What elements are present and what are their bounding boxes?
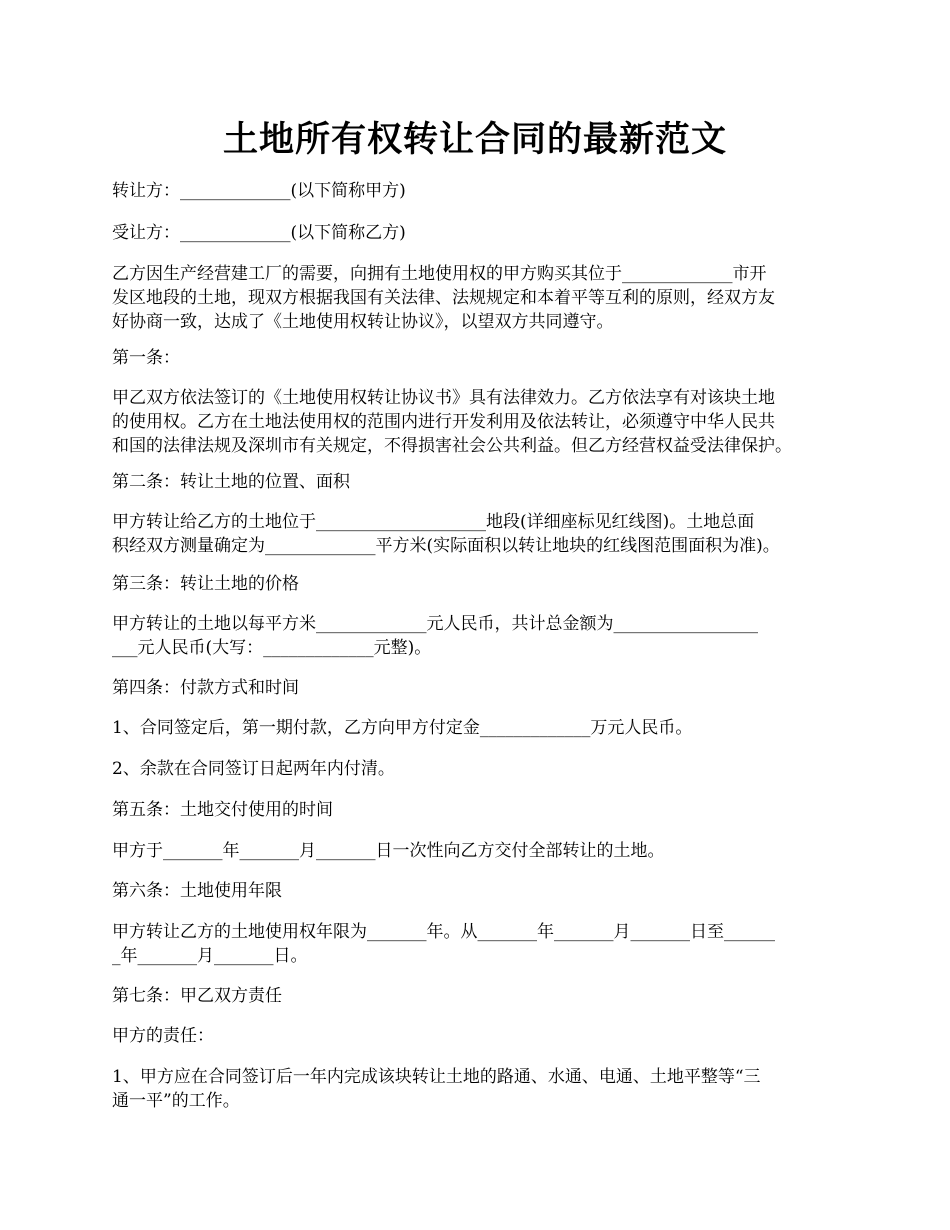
article-1-body: 甲乙双方依法签订的《土地使用权转让协议书》具有法律效力。乙方依法享有对该块土地 的使用权。乙方在土地法使用权的范围内进行开发利用及依法转让，必须遵守中华人民共 和国的法律法规及深圳市有关规定，不得损害社会公共利益。但乙方经营权益受法律保护。 <box>112 388 792 456</box>
article-1-heading: 第一条： <box>112 348 180 368</box>
transferee-line: 受让方：_____________(以下简称乙方) <box>112 223 406 243</box>
article-3-heading: 第三条：转让土地的价格 <box>112 574 299 594</box>
article-2-heading: 第二条：转让土地的位置、面积 <box>112 472 350 492</box>
article-5-heading: 第五条：土地交付使用的时间 <box>112 800 333 820</box>
article-3-body: 甲方转让的土地以每平方米_____________元人民币，共计总金额为_________________ ___元人民币(大写：_____________元整)。 <box>112 614 758 658</box>
party-a-duties-heading: 甲方的责任： <box>112 1026 214 1046</box>
article-2-body: 甲方转让给乙方的土地位于____________________地段(详细座标见红线图)。土地总面 积经双方测量确定为_____________平方米(实际面积以转让地块的红线图范围面积为准)。 <box>112 512 780 556</box>
article-4-item-1: 1、合同签定后，第一期付款，乙方向甲方付定金_____________万元人民币。 <box>112 718 693 738</box>
party-a-duty-1: 1、甲方应在合同签订后一年内完成该块转让土地的路通、水通、电通、土地平整等“三 通一平”的工作。 <box>112 1067 761 1111</box>
article-7-heading: 第七条：甲乙双方责任 <box>112 986 282 1006</box>
preamble-paragraph: 乙方因生产经营建工厂的需要，向拥有土地使用权的甲方购买其位于_____________市开 发区地段的土地，现双方根据我国有关法律、法规规定和本着平等互利的原则，经双方友 好协商一致，达成了《土地使用权转让协议》，以望双方共同遵守。 <box>112 264 775 332</box>
transferor-line: 转让方：_____________(以下简称甲方) <box>112 181 406 201</box>
article-4-heading: 第四条：付款方式和时间 <box>112 678 299 698</box>
article-4-item-2: 2、余款在合同签订日起两年内付清。 <box>112 759 395 779</box>
article-5-body: 甲方于_______年_______月_______日一次性向乙方交付全部转让的土地。 <box>112 841 665 861</box>
article-6-body: 甲方转让乙方的土地使用权年限为_______年。从_______年_______月_______日至______ _年_______月_______日。 <box>112 922 775 966</box>
article-6-heading: 第六条：土地使用年限 <box>112 881 282 901</box>
document-title: 土地所有权转让合同的最新范文 <box>222 119 727 160</box>
